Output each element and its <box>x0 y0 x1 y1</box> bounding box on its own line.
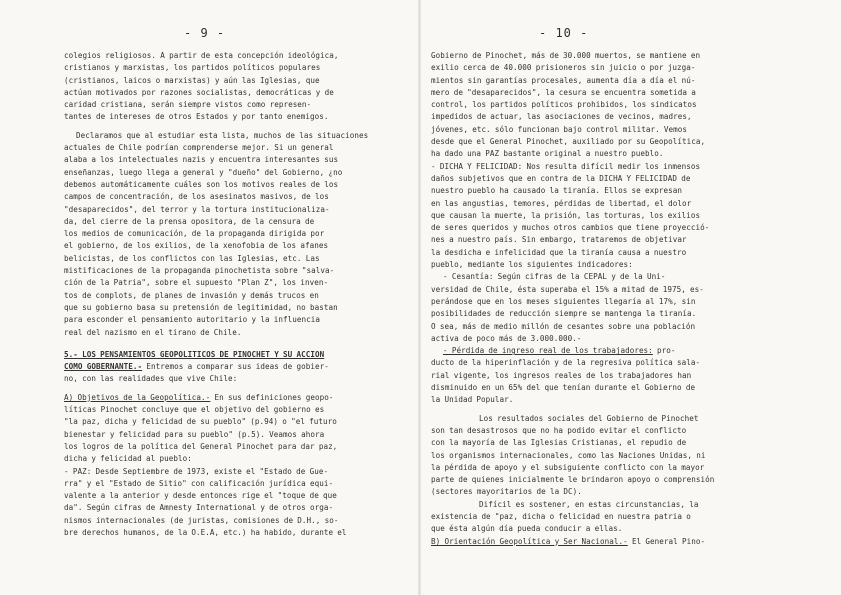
text-line: bienestar y felicidad para su pueblo" (p.5). Veamos ahora <box>64 429 325 439</box>
text-line: los organismos internacionales, como las Naciones Unidas, ni <box>431 450 706 460</box>
section-heading <box>64 349 399 386</box>
text-line: - DICHA Y FELICIDAD: Nos resulta difícil medir los inmensos <box>431 161 701 171</box>
text-line: da, del cierre de la prensa opositora, de la censura de <box>64 216 315 226</box>
text-line: activa de poco más de 3.000.000.- <box>431 333 582 343</box>
text-line: "desaparecidos", del terror y la tortura institucionaliza- <box>64 204 330 214</box>
text-line: mistificaciones de la propaganda pinochetista sobre "salva- <box>64 266 335 276</box>
text-line: pueblo, mediante los siguientes indicadores: <box>431 260 633 270</box>
text-line: "la paz, dicha y felicidad de su pueblo" (p.94) o "el futuro <box>64 417 337 427</box>
text-line: En sus definiciones geopo- <box>210 392 334 402</box>
page-fold <box>418 0 421 595</box>
text-line: ducto de la hiperinflación y de la regresiva política sala- <box>431 358 701 368</box>
text-line: jóvenes, etc. sólo funcionan bajo control militar. Vemos <box>431 124 688 134</box>
text-line: para esconder el pensamiento autoritario y la influencia <box>64 315 321 325</box>
text-line: colegios religiosos. A partir de esta concepción ideológica, <box>64 51 339 60</box>
text-line: mientos sin garantías procesales, aumenta día a día el nú- <box>431 75 696 85</box>
text-line: que su gobierno basa su pretensión de legitimidad, no bastan <box>64 302 338 312</box>
text-line: da". Según cifras de Amnesty International y de otros orga- <box>64 503 334 513</box>
subsection-heading: B) Orientación Geopolítica y Ser Nacional.- <box>431 536 628 546</box>
text-line: que causan la muerte, la prisión, las torturas, los exilios <box>431 210 701 220</box>
section-heading-title: 5.- LOS PENSAMIENTOS GEOPOLITICOS DE PINOCHET Y SU ACCION <box>64 349 325 359</box>
text-line: - Cesantía: Según cifras de la CEPAL y de la Uni- <box>443 272 666 282</box>
right-page-body <box>431 50 786 548</box>
text-line: tos de complots, de planes de invasión y demás trucos en <box>64 290 319 300</box>
text-line: alaba a los intelectuales nazis y encuentra interesantes sus <box>64 155 339 165</box>
text-line: versidad de Chile, ésta superaba el 15% a mitad de 1975, es- <box>431 284 704 294</box>
text-line: cristianos y marxistas, los partidos políticos populares <box>64 63 321 73</box>
text-line: los medios de comunicación, de la propaganda dirigida por <box>64 229 325 239</box>
text-line: belicistas, de los conflictos con las Iglesias, etc. Las <box>64 253 320 263</box>
text-line: (cristianos, laicos o marxistas) y aún las Iglesias, que <box>64 75 320 85</box>
text-line: son tan desastrosos que no ha podido evitar el conflicto <box>431 425 687 435</box>
paragraph <box>431 161 786 272</box>
text-line: control, los partidos políticos prohibidos, los sindicatos <box>431 100 697 110</box>
text-line: Gobierno de Pinochet, más de 30.000 muertos, se mantiene en <box>431 51 701 60</box>
paragraph <box>64 130 399 339</box>
text-line: real del nazismo en el tirano de Chile. <box>64 327 242 337</box>
text-line: con la mayoría de las Iglesias Cristianas, el repudio de <box>431 438 687 448</box>
text-line: ha dado una PAZ bastante original a nuestro pueblo. <box>431 149 664 159</box>
text-line: disminuido en un 65% del que tenían durante el Gobierno de <box>431 383 696 393</box>
text-line: exilio cerca de 40.000 prisioneros sin juicio o por juzga- <box>431 63 696 73</box>
text-line: Difícil es sostener, en estas circunstancias, la <box>479 499 699 509</box>
text-line: existencia de "paz, dicha o felicidad en nuestra patria o <box>431 511 691 521</box>
text-line: ción de la Patria", sobre el supuesto "Plan Z", los inven- <box>64 278 329 288</box>
paragraph <box>431 50 786 161</box>
text-line: líticas Pinochet concluye que el objetivo del gobierno es <box>64 405 325 415</box>
page-number: - 10 - <box>539 26 589 40</box>
text-line: rra" y el "Estado de Sitio" con calificación jurídica equi- <box>64 478 334 488</box>
subsection <box>64 392 399 540</box>
text-line: El General Pino- <box>627 536 706 546</box>
subheading: - Pérdida de ingreso real de los trabajadores: <box>443 346 653 356</box>
text-line: rial vigente, los ingresos reales de los trabajadores han <box>431 370 692 380</box>
text-line: O sea, más de medio millón de cesantes sobre una población <box>431 321 696 331</box>
text-line: pro- <box>652 346 676 356</box>
text-line: bre derechos humanos, de la O.E.A, etc.) ha habido, durante el <box>64 527 347 537</box>
text-line: el gobierno, de los exilios, de la xenofobia de los afanes <box>64 241 329 251</box>
text-line: (sectores mayoritarios de la DC). <box>431 487 582 497</box>
text-line: mero de "desaparecidos", la cesura se encuentra sometida a <box>431 87 696 97</box>
section-heading-title-cont: COMO GOBERNANTE.- <box>64 362 143 372</box>
subsection-heading: A) Objetivos de la Geopolítica.- <box>64 392 211 402</box>
left-page-body <box>64 50 399 539</box>
text-line: nes a nuestro país. Sin embargo, trataremos de objetivar <box>431 235 687 245</box>
text-line: valente a la anterior y desde entonces rige el "toque de que <box>64 491 337 501</box>
text-line: impedidos de actuar, las asociaciones de vecinos, madres, <box>431 112 692 122</box>
text-line: de seres queridos y muchos otros cambios que tiene proyecció- <box>431 223 710 233</box>
paragraph <box>64 50 399 124</box>
page-number: - 9 - <box>184 26 226 40</box>
paragraph <box>431 271 786 345</box>
text-line: caridad cristiana, serán siempre vistos como represen- <box>64 100 312 110</box>
text-line: nismos internacionales (de juristas, comisiones de D.H., so- <box>64 515 339 525</box>
text-line: campos de concentración, de los asesinatos masivos, de los <box>64 192 329 202</box>
text-line: posibilidades de reducción siempre se mantenga la tiranía. <box>431 309 697 319</box>
text-line: los logros de la política del General Pinochet para dar paz, <box>64 441 338 451</box>
text-line: no, con las realidades que vive Chile: <box>64 374 238 384</box>
text-line: la Unidad Popular. <box>431 395 514 405</box>
text-line: actuales de Chile podrían comprenderse mejor. Si un general <box>64 143 334 153</box>
paragraph <box>431 413 786 499</box>
text-line: nuestro pueblo ha causado la tiranía. Ellos se expresan <box>431 186 682 196</box>
text-line: daños subjetivos que en contra de la DICHA Y FELICIDAD de <box>431 173 691 183</box>
text-line: desde que el General Pinochet, auxiliado por su Geopolítica, <box>431 137 706 147</box>
paragraph <box>431 345 786 406</box>
text-line: debemos automáticamente cuáles son los motivos reales de los <box>64 179 339 189</box>
text-line: Entremos a comparar sus ideas de gobier- <box>142 362 329 372</box>
text-line: parte de quienes inicialmente le brindaron apoyo o comprensión <box>431 475 715 485</box>
paragraph <box>431 499 786 536</box>
text-line: en las angustias, temores, pérdidas de libertad, el dolor <box>431 198 692 208</box>
text-line: actúan motivados por razones socialistas, democráticas y de <box>64 87 334 97</box>
text-line: Los resultados sociales del Gobierno de Pinochet <box>479 413 699 423</box>
subsection <box>431 536 786 548</box>
text-line: perándose que en los meses siguientes llegaría al 17%, sin <box>431 296 696 306</box>
text-line: la desdicha e infelicidad que la tiranía causa a nuestro <box>431 247 687 257</box>
text-line: dicha y felicidad al pueblo: <box>64 454 192 464</box>
text-line: - PAZ: Desde Septiembre de 1973, existe el "Estado de Gue- <box>64 466 329 476</box>
text-line: Declaramos que al estudiar esta lista, muchos de las situaciones <box>76 130 369 140</box>
text-line: la pérdida de apoyo y el subsiguiente conflicto con la mayor <box>431 462 705 472</box>
text-line: que ésta algún día pueda conducir a ellas. <box>431 524 623 534</box>
text-line: tantes de intereses de otros Estados y por tanto enemigos. <box>64 112 329 122</box>
text-line: enseñanzas, luego llega a general y "dueño" del Gobierno, ¿no <box>64 167 343 177</box>
